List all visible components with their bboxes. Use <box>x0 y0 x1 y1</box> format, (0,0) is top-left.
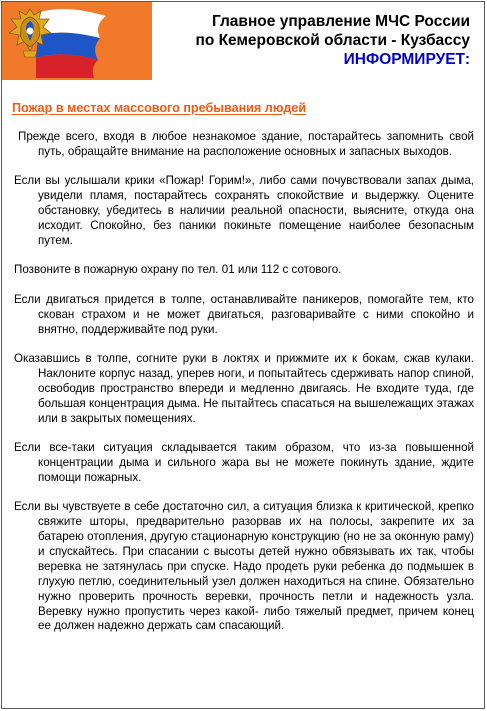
paragraph-6: Если все-таки ситуация складывается таким образом, что из-за повышенной концентрации дыма и сильного жара вы не можете покинуть здание, ждите помощи пожарных. <box>14 441 474 484</box>
header-line-1: Главное управление МЧС России <box>211 13 470 30</box>
document-page <box>1 1 485 709</box>
section-title: Пожар в местах массового пребывания людей <box>12 101 307 115</box>
header-graphic <box>2 2 152 80</box>
header-informs: ИНФОРМИРУЕТ: <box>343 51 470 68</box>
paragraph-3: Позвоните в пожарную охрану по тел. 01 или 112 с сотового. <box>14 263 342 277</box>
mchs-emblem-icon <box>5 5 55 59</box>
header-line-2: по Кемеровской области - Кузбассу <box>195 32 470 49</box>
document-header <box>2 2 484 88</box>
header-title-block <box>195 12 470 69</box>
document-body <box>14 130 474 649</box>
paragraph-4: Если двигаться придется в толпе, останавливайте паникеров, помогайте тем, кто скован страхом и не может двигаться, разговаривайте с ними спокойно и внятно, поддерживайте под руки. <box>14 292 474 336</box>
paragraph-7: Если вы чувствуете в себе достаточно сил, а ситуация близка к критической, крепко свяжите шторы, предварительно разорвав их на полосы, закрепите их за батарею отопления, другую стационарную конструкцию (но не за оконную раму) и спускайтесь. При спасании с высоты детей нужно обвязывать их так, чтобы веревка не затянулась при спуске. Надо продеть руки ребенка до подмышек в глухую петлю, соединительный узел должен находиться на спине. Обязательно нужно проверить прочность веревки, прочность петли и надежность узла. Веревку нужно пропустить через какой- либо тяжелый предмет, причем конец ее должен надежно держать сам спасающий. <box>14 500 474 633</box>
paragraph-5: Оказавшись в толпе, согните руки в локтях и прижмите их к бокам, сжав кулаки. Наклоните корпус назад, уперев ноги, и попытайтесь сдерживать напор спиной, освободив пространство впереди и медленно двигаясь. Не входите туда, где большая концентрация дыма. Не пытайтесь спасаться на вышележащих этажах или в закрытых помещениях. <box>14 351 474 425</box>
paragraph-2: Если вы услышали крики «Пожар! Горим!», либо сами почувствовали запах дыма, увидели пламя, постарайтесь сохранять спокойствие и выдержку. Оцените обстановку, убедитесь в наличии реальной опасности, выясните, откуда она исходит. Спокойно, без паники покиньте помещение наиболее безопасным путем. <box>14 174 474 247</box>
paragraph-1: Прежде всего, входя в любое незнакомое здание, постарайтесь запомнить свой путь, обращайте внимание на расположение основных и запасных выходов. <box>18 130 474 158</box>
